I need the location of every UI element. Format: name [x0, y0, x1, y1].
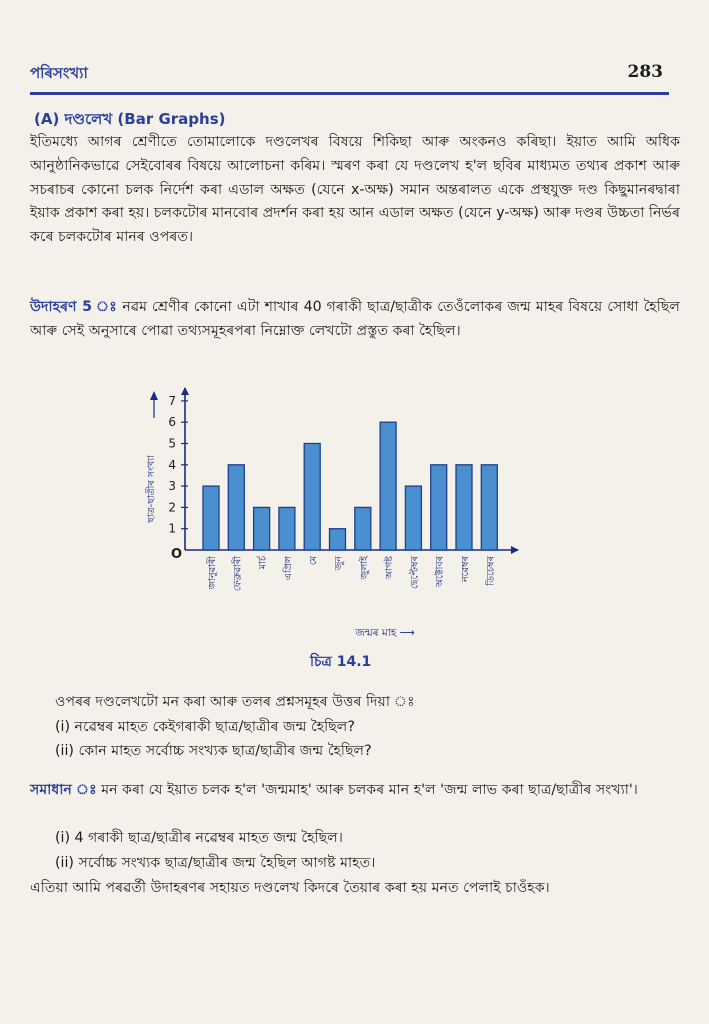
- x-tick-label: জানুৱাৰী: [207, 556, 218, 590]
- bar: [431, 465, 447, 550]
- answer-2: (ii) সৰ্বোচ্চ সংখ্যক ছাত্ৰ/ছাত্ৰীৰ জন্ম হৈছিল আগষ্ট মাহত।: [55, 854, 376, 871]
- x-tick-label: ছেপ্টেম্বৰ: [409, 556, 421, 590]
- bar: [228, 465, 244, 550]
- bar: [203, 486, 219, 550]
- origin-label: O: [171, 547, 183, 562]
- section-heading: (A) দণ্ডলেখ (Bar Graphs): [34, 110, 226, 128]
- bar: [380, 422, 396, 550]
- running-title: পৰিসংখ্যা: [30, 64, 88, 82]
- answer-1: (i) 4 গৰাকী ছাত্ৰ/ছাত্ৰীৰ নৱেম্বৰ মাহত জন্ম হৈছিল।: [55, 830, 343, 846]
- y-axis-label: ছাত্ৰ-ছাত্ৰীৰ সংখ্যা: [146, 455, 157, 523]
- x-axis-label: জন্মৰ মাহ ⟶: [355, 627, 415, 639]
- solution-answers: [55, 826, 685, 875]
- x-tick-label: এপ্ৰিল: [282, 556, 294, 581]
- bar: [330, 529, 346, 550]
- solution-paragraph: [30, 778, 680, 803]
- y-tick-label: 6: [168, 415, 176, 430]
- y-label-arrow-head: [150, 391, 158, 400]
- x-tick-label: জুলাই: [358, 556, 370, 580]
- x-tick-label: নৱেম্বৰ: [460, 556, 471, 582]
- bar: [481, 465, 497, 550]
- bar: [254, 507, 270, 550]
- y-axis-arrow: [181, 387, 189, 395]
- x-tick-label: ফেব্ৰুৱাৰী: [232, 556, 244, 592]
- example-text: নৱম শ্ৰেণীৰ কোনো এটা শাখাৰ 40 গৰাকী ছাত্ৰ/ছাত্ৰীক তেওঁলোকৰ জন্ম মাহৰ বিষয়ে সোধা হৈছিল আৰু সেই অনুসাৰে পোৱা তথ্যসমূহৰপৰা নিম্নোক্ত লেখটো প্ৰস্তুত কৰা হৈছিল।: [30, 299, 680, 339]
- questions-intro: ওপৰৰ দণ্ডলেখটো মন কৰা আৰু তলৰ প্ৰশ্নসমূহৰ উত্তৰ দিয়া ঃ: [55, 694, 415, 710]
- bar-chart: [140, 378, 560, 648]
- header-rule: [30, 92, 669, 95]
- intro-paragraph: ইতিমধ্যে আগৰ শ্ৰেণীতে তোমালোকে দণ্ডলেখৰ বিষয়ে শিকিছা আৰু অংকনও কৰিছা। ইয়াত আমি অধিক আনুষ্ঠানিকভাৱে সেইবোৰৰ বিষয়ে আলোচনা কৰিম। স্মৰণ কৰা যে দণ্ডলেখ হ'ল ছবিৰ মাধ্যমত তথ্যৰ প্ৰকাশ আৰু সচৰাচৰ কোনো চলক নিৰ্দেশ কৰা এডাল অক্ষত (যেনে x-অক্ষ) সমান অন্তৰালত একে প্ৰস্থযুক্ত দণ্ড কিছুমানৰদ্বাৰা ইয়াক প্ৰকাশ কৰা হয়। চলকটোৰ মানবোৰ প্ৰদৰ্শন কৰা হয় আন এডাল অক্ষত (যেনে y-অক্ষ) আৰু দণ্ডৰ উচ্চতা নিৰ্ভৰ কৰে চলকটোৰ মানৰ ওপৰত।: [30, 134, 680, 246]
- bar-chart-svg: [140, 378, 560, 648]
- x-tick-label: মে: [308, 556, 320, 566]
- bar: [304, 444, 320, 551]
- page-number: 283: [627, 62, 663, 82]
- closing-paragraph: এতিয়া আমি পৰৱৰ্তী উদাহৰণৰ সহায়ত দণ্ডলেখ কিদৰে তৈয়াৰ কৰা হয় মনত পেলাই চাওঁহক।: [30, 880, 550, 896]
- question-2: (ii) কোন মাহত সৰ্বোচ্চ সংখ্যক ছাত্ৰ/ছাত্ৰীৰ জন্ম হৈছিল?: [55, 743, 372, 759]
- y-tick-label: 5: [168, 436, 176, 451]
- y-tick-label: 2: [168, 500, 176, 515]
- y-tick-label: 7: [168, 393, 176, 408]
- figure-caption: চিত্ৰ 14.1: [310, 654, 372, 670]
- question-1: (i) নৱেম্বৰ মাহত কেইগৰাকী ছাত্ৰ/ছাত্ৰীৰ জন্ম হৈছিল?: [55, 718, 355, 735]
- example-paragraph: [30, 296, 680, 344]
- x-tick-label: জুন: [333, 556, 345, 571]
- x-tick-label: আগষ্ট: [384, 556, 396, 580]
- bar: [456, 465, 472, 550]
- solution-label: সমাধান ঃ: [30, 782, 97, 798]
- x-tick-label: মাৰ্চ: [257, 556, 269, 570]
- y-tick-label: 1: [168, 521, 176, 536]
- solution-text: মন কৰা যে ইয়াত চলক হ'ল 'জন্মমাহ' আৰু চলকৰ মান হ'ল 'জন্ম লাভ কৰা ছাত্ৰ/ছাত্ৰীৰ সংখ্যা'।: [101, 782, 638, 798]
- example-label: উদাহৰণ 5 ঃ: [30, 299, 118, 315]
- x-tick-label: অক্টোবৰ: [434, 556, 446, 588]
- questions-block: [55, 690, 685, 764]
- x-tick-label: ডিচেম্বৰ: [485, 556, 497, 586]
- y-tick-label: 4: [168, 457, 176, 472]
- bar: [355, 507, 371, 550]
- bar: [279, 507, 295, 550]
- bar: [405, 486, 421, 550]
- y-tick-label: 3: [168, 479, 176, 494]
- x-axis-arrow: [511, 546, 519, 554]
